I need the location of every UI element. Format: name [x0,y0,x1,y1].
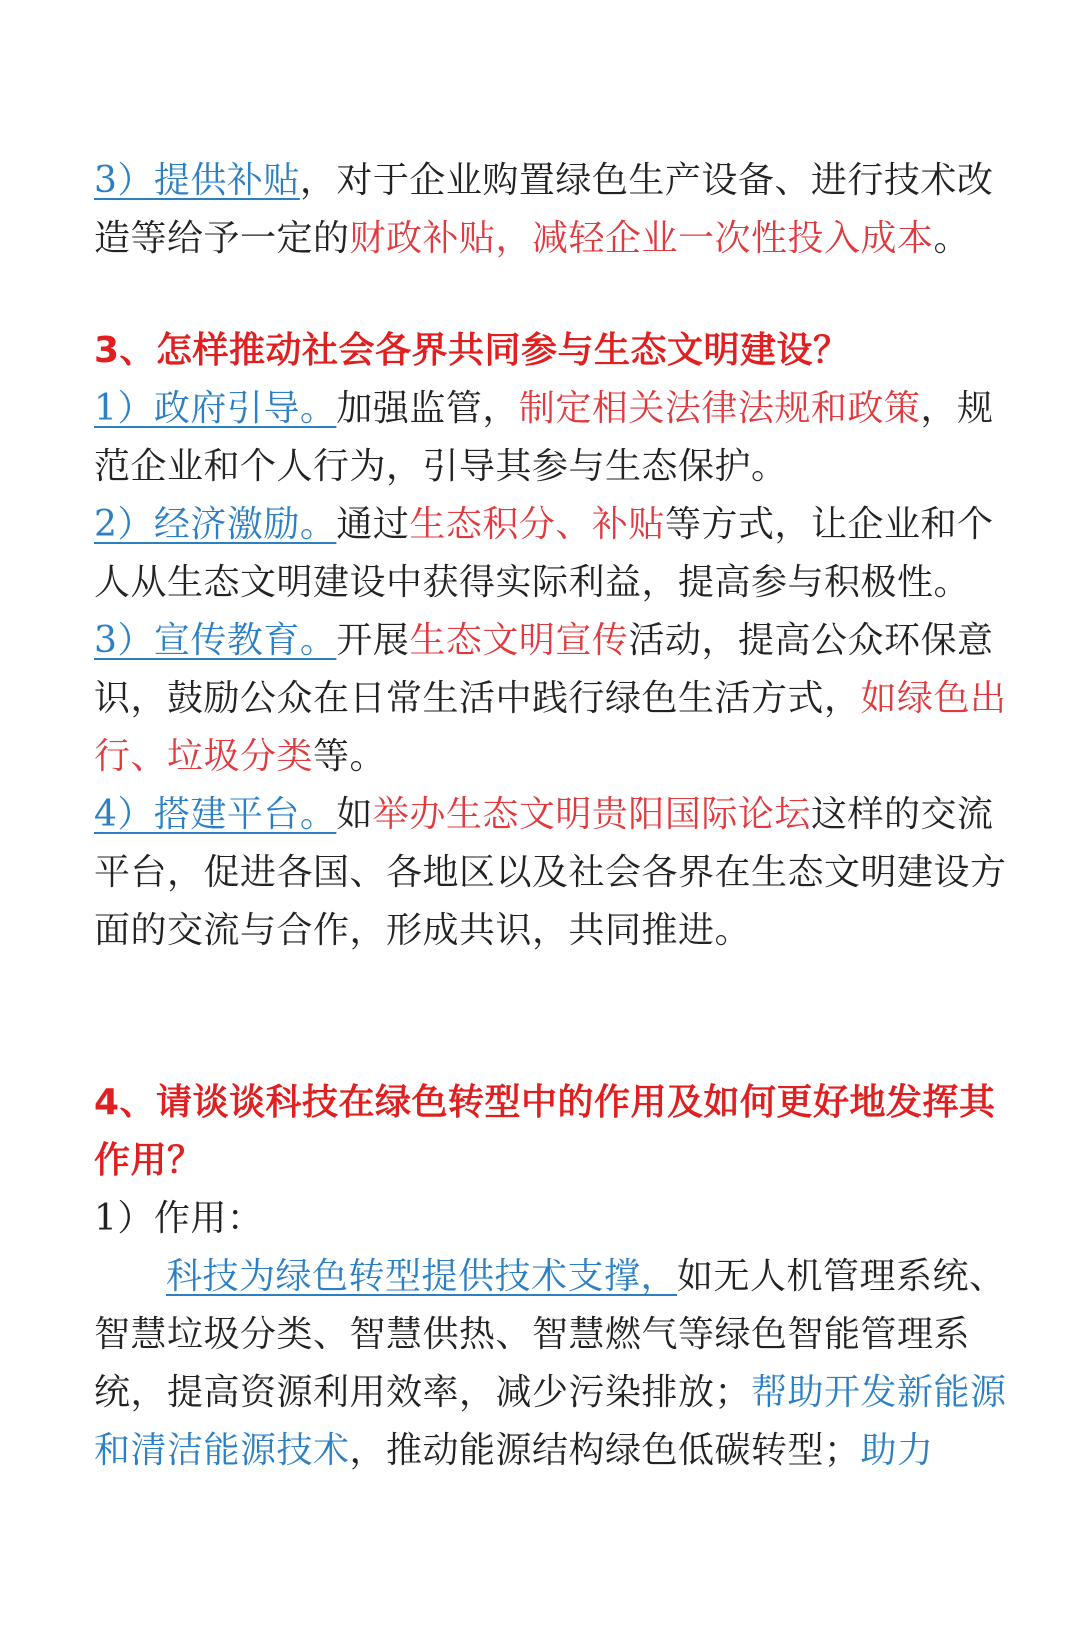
publicity-education-highlight-1: 生态文明宣传 [409,620,629,661]
role-text-1: 如无人机管理系统、智慧垃圾分类、智慧供热、智慧燃气等绿色智能管理系统，提高资源利用效率，减少污染排放； [94,1256,1006,1413]
subsidy-highlight: 财政补贴，减轻企业一次性投入成本 [349,218,934,259]
subsidy-text-2: 。 [933,218,971,259]
government-guidance-highlight: 制定相关法律法规和政策 [518,388,921,429]
role-paragraph [94,1248,1010,1480]
publicity-education-text-1: 开展 [336,620,410,661]
economic-incentive-paragraph [94,496,1010,612]
platform-text-2: 这样的交流平台，促进各国、各地区以及社会各界在生态文明建设方面的交流与合作，形成共识，共同推进。 [94,794,1007,951]
economic-incentive-highlight: 生态积分、补贴 [409,504,665,545]
government-guidance-paragraph [94,380,1010,496]
role-highlight-1: 科技为绿色转型提供技术支撑， [166,1256,678,1297]
role-highlight-3: 助力 [860,1430,934,1471]
document-page [94,0,1010,1480]
subsidy-paragraph [94,152,1010,268]
question-3-heading: 3、怎样推动社会各界共同参与生态文明建设？ [94,330,850,371]
role-highlight-2: 帮助开发新能源和清洁能源技术 [94,1372,1007,1471]
publicity-education-text-3: 等。 [313,736,387,777]
role-text-2: ，推动能源结构绿色低碳转型； [349,1430,861,1471]
economic-incentive-label: 2）经济激励。 [94,504,337,545]
subsidy-text-1: ，对于企业购置绿色生产设备、进行技术改造等给予一定的 [94,160,994,259]
platform-text-1: 如 [336,794,373,835]
economic-incentive-text-1: 通过 [336,504,410,545]
government-guidance-text-1: 加强监管， [336,388,519,429]
economic-incentive-text-2: 等方式，让企业和个人从生态文明建设中获得实际利益，提高参与积极性。 [94,504,994,603]
publicity-education-paragraph [94,612,1010,786]
subsidy-label: 3）提供补贴 [94,160,300,201]
government-guidance-label: 1）政府引导。 [94,388,337,429]
government-guidance-text-2: ，规范企业和个人行为，引导其参与生态保护。 [94,388,994,487]
platform-paragraph [94,786,1010,960]
question-4-heading: 4、请谈谈科技在绿色转型中的作用及如何更好地发挥其作用？ [94,1082,996,1181]
platform-label: 4）搭建平台。 [94,794,337,835]
platform-highlight: 举办生态文明贵阳国际论坛 [372,794,811,835]
publicity-education-text-2: 活动，提高公众环保意识，鼓励公众在日常生活中践行绿色生活方式， [94,620,994,719]
role-subheading: 1）作用： [94,1198,264,1239]
publicity-education-label: 3）宣传教育。 [94,620,337,661]
publicity-education-highlight-2: 如绿色出行、垃圾分类 [94,678,1007,777]
